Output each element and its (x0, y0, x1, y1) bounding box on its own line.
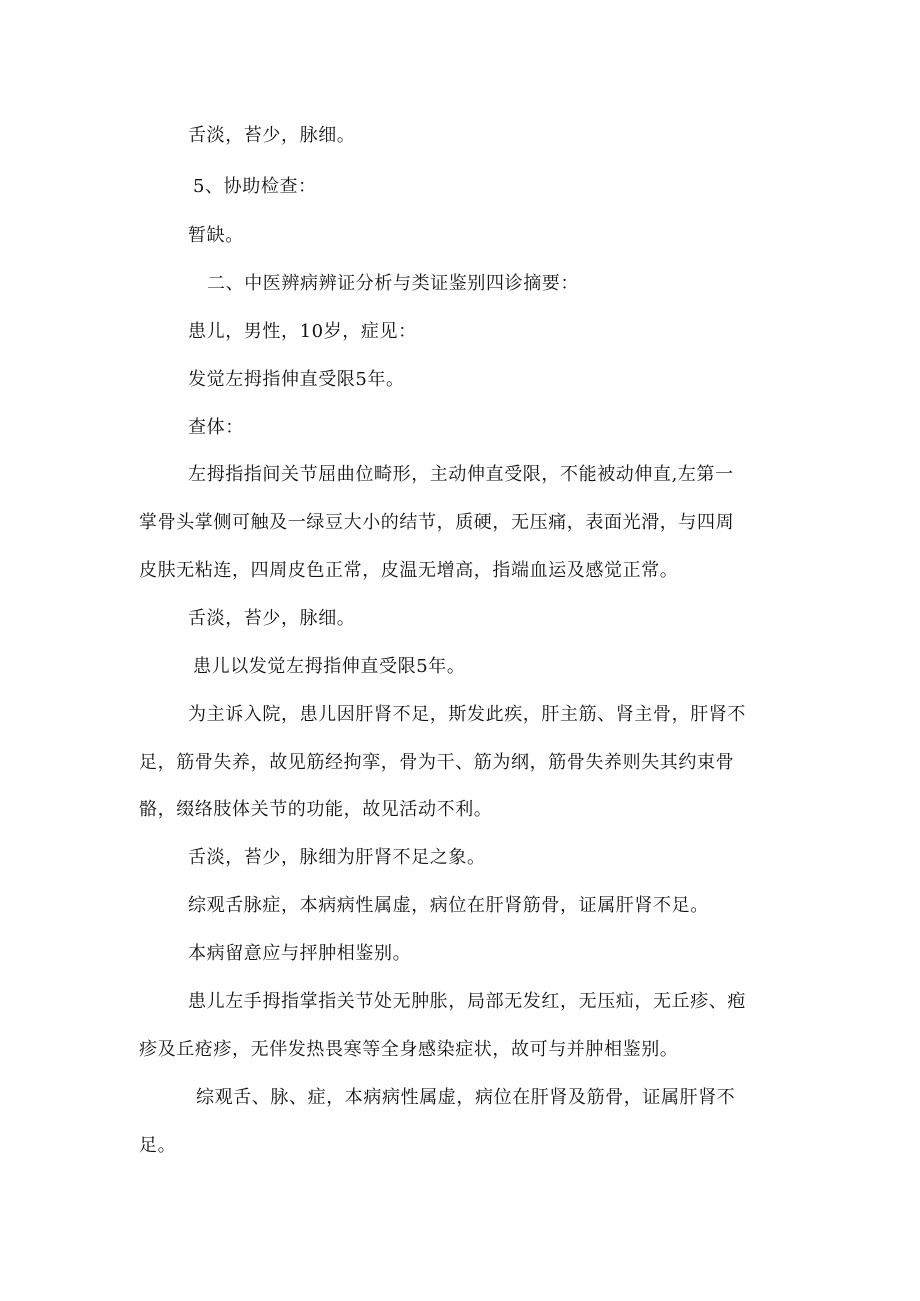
section-heading-auxiliary-exam: 5、协助检查： (193, 176, 317, 197)
analysis-paragraph-line: 骼，缀络肢体关节的功能，故见活动不利。 (139, 799, 493, 820)
analysis-paragraph-line: 足，筋骨失养，故见筋经拘挛，骨为干、筋为纲，筋骨失养则失其约束骨 (139, 752, 735, 773)
final-summary-line: 足。 (139, 1135, 177, 1156)
physical-exam-text-line: 掌骨头掌侧可触及一绿豆大小的结节，质硬，无压痛，表面光滑，与四周 (139, 512, 735, 533)
patient-info-line: 患儿，男性，10岁，症见： (188, 321, 417, 342)
physical-exam-text-line: 皮肤无粘连，四周皮色正常，皮温无增高，指端血运及感觉正常。 (139, 560, 679, 581)
summary-line: 综观舌脉症，本病病性属虚，病位在肝肾筋骨，证属肝肾不足。 (188, 895, 709, 916)
differential-diagnosis-text-line: 患儿左手拇指掌指关节处无肿胀，局部无发红，无压疝，无丘疹、疱 (188, 991, 746, 1012)
tongue-pulse-line: 舌淡，苔少，脉细。 (188, 608, 356, 629)
auxiliary-exam-text: 暂缺。 (188, 225, 244, 246)
chief-complaint-line: 发觉左拇指伸直受限5年。 (188, 369, 405, 390)
section-heading-tcm-analysis: 二、中医辨病辨证分析与类证鉴别四诊摘要： (207, 273, 579, 294)
tongue-pulse-conclusion-line: 舌淡，苔少，脉细为肝肾不足之象。 (188, 847, 486, 868)
final-summary-line: 综观舌、脉、症，本病病性属虚，病位在肝肾及筋骨，证属肝肾不 (196, 1087, 736, 1108)
analysis-paragraph-line: 患儿以发觉左拇指伸直受限5年。 (193, 656, 466, 677)
analysis-paragraph-line: 为主诉入院，患儿因肝肾不足，斯发此疾，肝主筋、肾主骨，肝肾不 (188, 704, 746, 725)
physical-exam-heading: 查体： (188, 417, 244, 438)
physical-exam-text-line: 左拇指指间关节屈曲位畸形，主动伸直受限，不能被动伸直,左第一 (188, 464, 734, 485)
differential-diagnosis-line: 本病留意应与抨肿相鉴别。 (188, 943, 412, 964)
differential-diagnosis-text-line: 疹及丘疮疹，无伴发热畏寒等全身感染症状，故可与并肿相鉴别。 (139, 1039, 679, 1060)
tongue-pulse-line: 舌淡，苔少，脉细。 (188, 125, 356, 146)
